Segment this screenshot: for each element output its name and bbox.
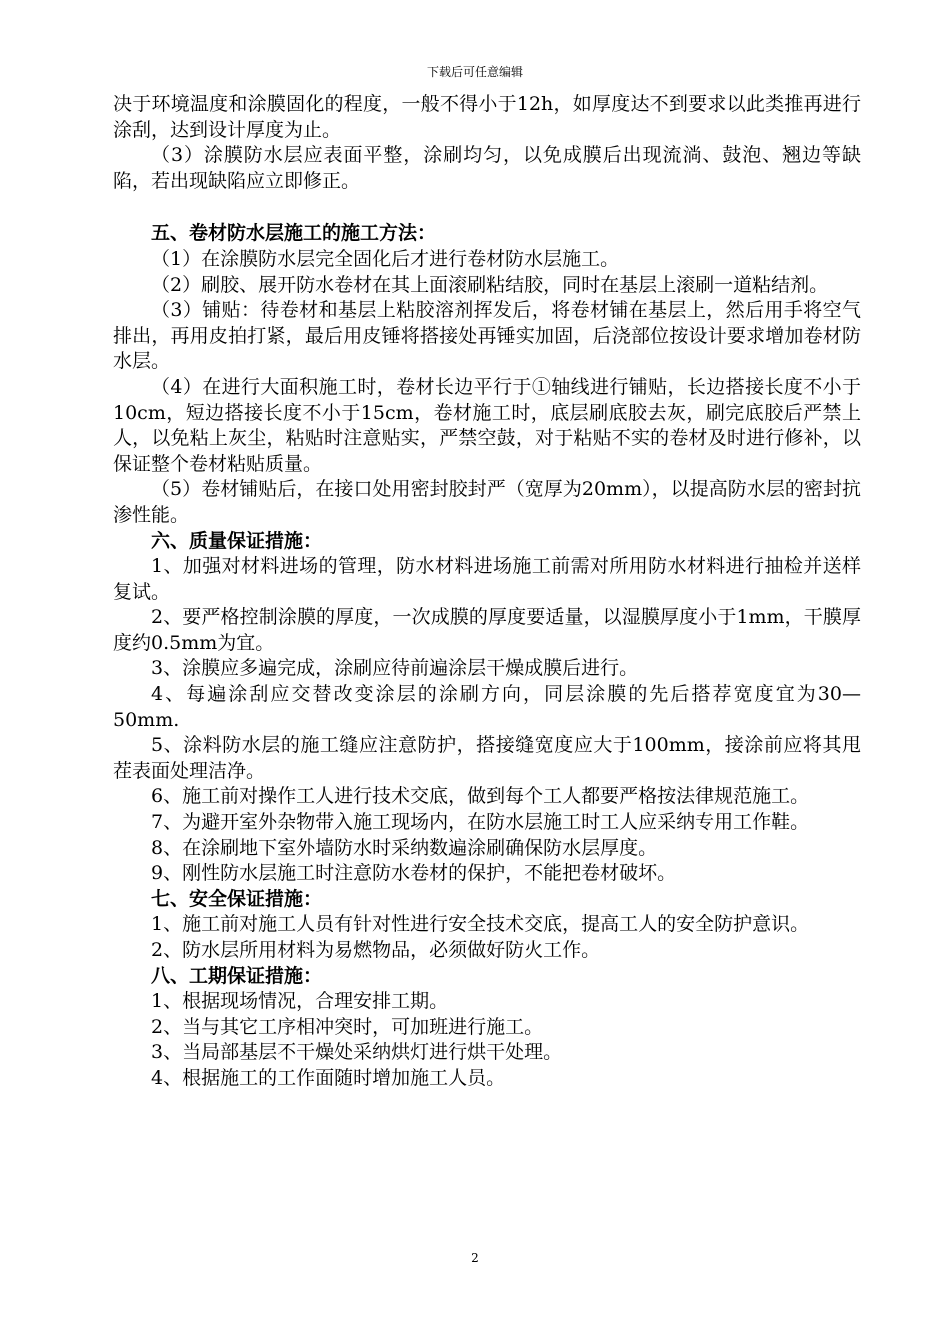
- section-heading: 五、卷材防水层施工的施工方法：: [151, 222, 437, 245]
- body-paragraph: （4）在进行大面积施工时，卷材长边平行于①轴线进行铺贴，长边搭接长度不小于10cm，短边搭接长度不小于15cm，卷材施工时，底层刷底胶去灰，刷完底胶后严禁上人，以免粘上灰尘，粘贴时注意贴实，严禁空鼓，对于粘贴不实的卷材及时进行修补，以保证整个卷材粘贴质量。: [113, 375, 861, 475]
- body-paragraph: （3）涂膜防水层应表面平整，涂刷均匀，以免成膜后出现流淌、鼓泡、翘边等缺陷，若出现缺陷应立即修正。: [113, 144, 861, 192]
- body-paragraph: 2、当与其它工序相冲突时，可加班进行施工。: [151, 1015, 544, 1038]
- page-number: 2: [471, 1251, 479, 1265]
- body-paragraph: 2、防水层所用材料为易燃物品，必须做好防火工作。: [151, 939, 601, 961]
- body-paragraph: 决于环境温度和涂膜固化的程度，一般不得小于12h，如厚度达不到要求以此类推再进行涂刮，达到设计厚度为止。: [113, 93, 861, 141]
- body-paragraph: 8、在涂刷地下室外墙防水时采纳数遍涂刷确保防水层厚度。: [151, 836, 658, 859]
- body-paragraph: 1、根据现场情况，合理安排工期。: [151, 990, 449, 1013]
- body-paragraph: 3、涂膜应多遍完成，涂刷应待前遍涂层干燥成膜后进行。: [151, 657, 639, 680]
- body-paragraph: （5）卷材铺贴后，在接口处用密封胶封严（宽厚为20mm），以提高防水层的密封抗渗性能。: [113, 478, 861, 526]
- body-paragraph: 5、涂料防水层的施工缝应注意防护，搭接缝宽度应大于100mm，接涂前应将其甩茬表面处理洁净。: [113, 734, 861, 782]
- body-paragraph: （3）铺贴：待卷材和基层上粘胶溶剂挥发后，将卷材铺在基层上，然后用手将空气排出，再用皮拍打紧，最后用皮锤将搭接处再锤实加固，后浇部位按设计要求增加卷材防水层。: [113, 299, 861, 373]
- document-body: [113, 92, 861, 1092]
- body-paragraph: （1）在涂膜防水层完全固化后才进行卷材防水层施工。: [151, 247, 620, 270]
- body-paragraph: 3、当局部基层不干燥处采纳烘灯进行烘干处理。: [151, 1041, 563, 1064]
- page-header: 下载后可任意编辑: [426, 65, 523, 79]
- body-paragraph: 4、根据施工的工作面随时增加施工人员。: [151, 1066, 506, 1089]
- section-heading: 八、工期保证措施：: [151, 964, 323, 987]
- body-paragraph: 7、为避开室外杂物带入施工现场内，在防水层施工时工人应采纳专用工作鞋。: [151, 811, 810, 834]
- body-paragraph: 1、施工前对施工人员有针对性进行安全技术交底，提高工人的安全防护意识。: [151, 913, 810, 936]
- body-paragraph: 9、刚性防水层施工时注意防水卷材的保护，不能把卷材破坏。: [151, 862, 677, 885]
- section-heading: 七、安全保证措施：: [151, 887, 323, 910]
- body-paragraph: 1、加强对材料进场的管理，防水材料进场施工前需对所用防水材料进行抽检并送样复试。: [113, 555, 861, 603]
- body-paragraph: 2、要严格控制涂膜的厚度，一次成膜的厚度要适量，以湿膜厚度小于1mm，干膜厚度约0.5mm为宜。: [113, 606, 861, 654]
- body-paragraph: 6、施工前对操作工人进行技术交底，做到每个工人都要严格按法律规范施工。: [151, 785, 810, 808]
- section-heading: 六、质量保证措施：: [151, 529, 323, 552]
- body-paragraph: 4、每遍涂刮应交替改变涂层的涂刷方向，同层涂膜的先后搭荐宽度宜为30—50mm.: [113, 683, 861, 731]
- body-paragraph: （2）刷胶、展开防水卷材在其上面滚刷粘结胶，同时在基层上滚刷一道粘结剂。: [151, 273, 829, 296]
